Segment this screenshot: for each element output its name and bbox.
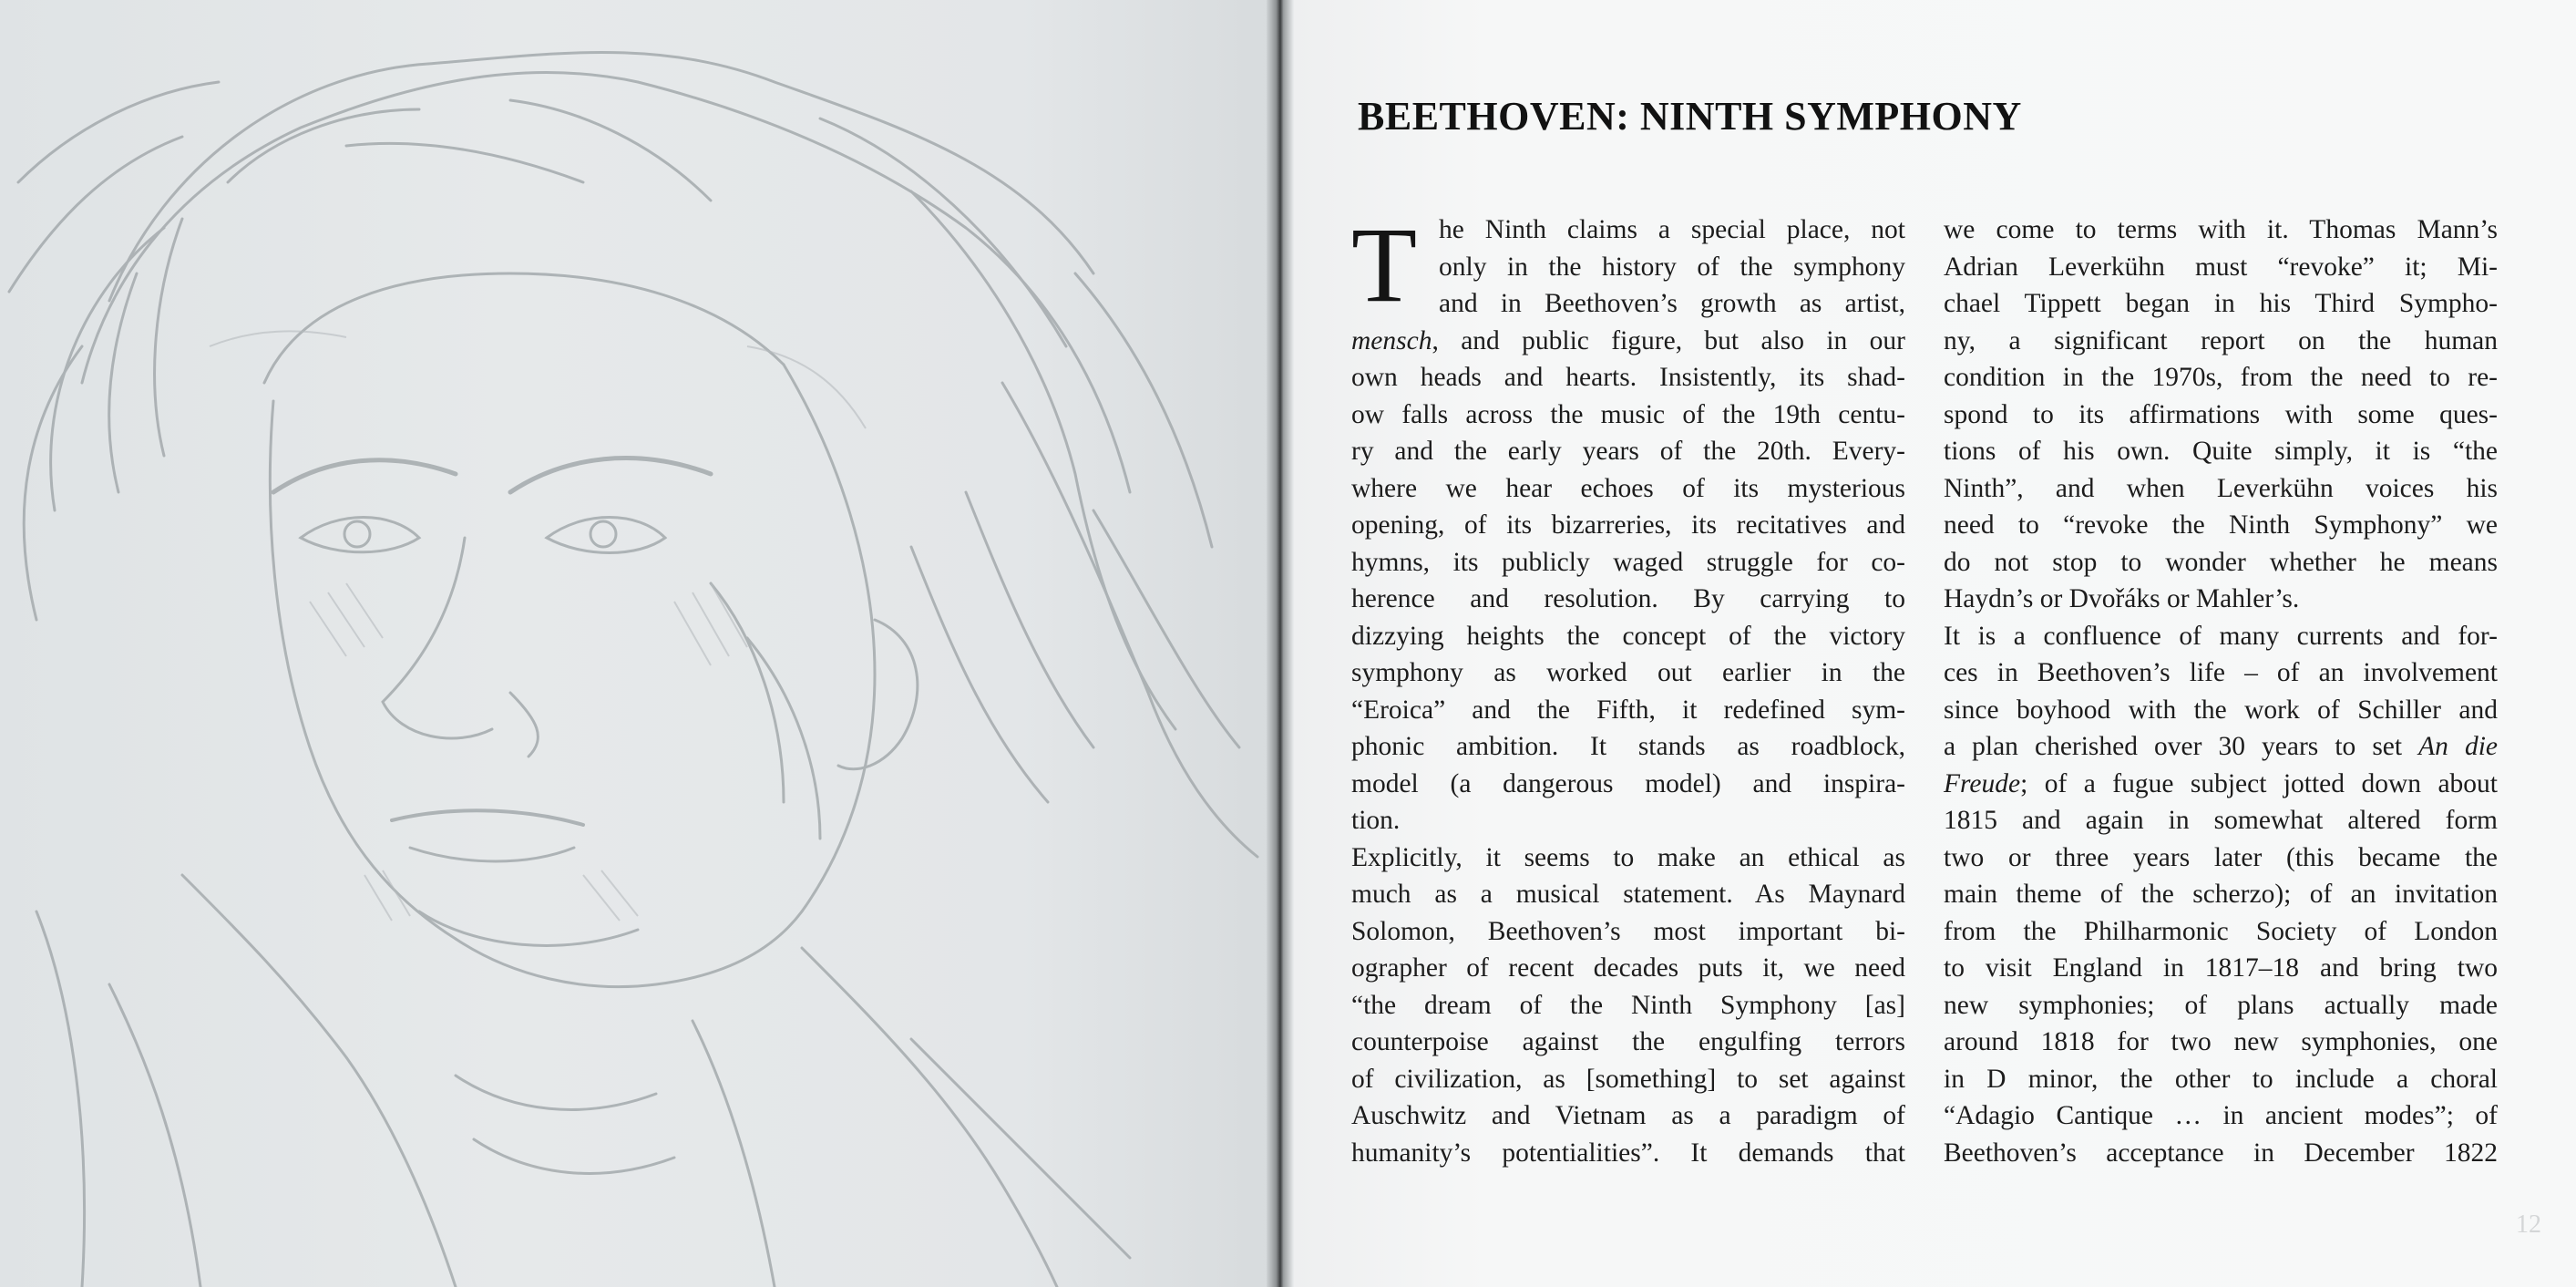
text-line: “the dream of the Ninth Symphony [as] (1351, 990, 1905, 1020)
text-line: ographer of recent decades puts it, we need (1351, 953, 1905, 983)
text-line: main theme of the scherzo); of an invitation (1944, 880, 2498, 909)
text-line: spond to its affirmations with some ques- (1944, 399, 2498, 429)
text-line: tion. (1351, 806, 1401, 835)
text-line: around 1818 for two new symphonies, one (1944, 1027, 2498, 1056)
text-line: It is a confluence of many currents and for- (1944, 621, 2498, 651)
text-line: model (a dangerous model) and inspira- (1351, 768, 1905, 798)
text-line: ry and the early years of the 20th. Every- (1351, 437, 1905, 466)
text-line: only in the history of the symphony (1439, 252, 1905, 282)
portrait-sketch (0, 0, 1274, 1287)
text-line: condition in the 1970s, from the need to re- (1944, 363, 2498, 392)
text-line: counterpoise against the engulfing terrors (1351, 1027, 1905, 1056)
text-line: “Eroica” and the Fifth, it redefined sym- (1351, 695, 1905, 725)
text-line: ny, a significant report on the human (1944, 325, 2498, 355)
text-line: we come to terms with it. Thomas Mann’s (1944, 215, 2498, 244)
text-line: Adrian Leverkühn must “revoke” it; Mi- (1944, 252, 2498, 282)
booklet-spine (1267, 0, 1294, 1287)
text-column-left (1351, 205, 1905, 1171)
text-line: in D minor, the other to include a choral (1944, 1064, 2498, 1094)
text-line: hymns, its publicly waged struggle for co- (1351, 547, 1905, 577)
text-line: Freude; of a fugue subject jotted down about (1944, 768, 2498, 798)
text-line: dizzying heights the concept of the victory (1351, 621, 1905, 651)
text-line: Beethoven’s acceptance in December 1822 (1944, 1138, 2498, 1168)
text-line: much as a musical statement. As Maynard (1351, 880, 1905, 909)
text-line: Auschwitz and Vietnam as a paradigm of (1351, 1101, 1905, 1130)
text-line: mensch, and public figure, but also in our (1351, 325, 1905, 355)
text-line: a plan cherished over 30 years to set An die (1944, 732, 2498, 761)
text-page (1294, 0, 2576, 1287)
text-line: do not stop to wonder whether he means (1944, 547, 2498, 577)
text-line: since boyhood with the work of Schiller and (1944, 695, 2498, 725)
drop-cap: T (1351, 205, 1418, 324)
text-line: from the Philharmonic Society of London (1944, 916, 2498, 946)
page-number: 12 (2516, 1210, 2541, 1239)
text-line: opening, of its bizarreries, its recitatives and (1351, 510, 1905, 540)
text-line: tions of his own. Quite simply, it is “the (1944, 437, 2498, 466)
text-line: Haydn’s or Dvořáks or Mahler’s. (1944, 584, 2300, 613)
text-line: of civilization, as [something] to set against (1351, 1064, 1905, 1094)
text-line: herence and resolution. By carrying to (1351, 584, 1905, 613)
text-line: own heads and hearts. Insistently, its shad- (1351, 363, 1905, 392)
text-line: symphony as worked out earlier in the (1351, 658, 1905, 687)
text-line: Ninth”, and when Leverkühn voices his (1944, 473, 2498, 503)
text-line: and in Beethoven’s growth as artist, (1439, 289, 1905, 318)
page-title: BEETHOVEN: NINTH SYMPHONY (1358, 94, 2022, 139)
text-line: need to “revoke the Ninth Symphony” we (1944, 510, 2498, 540)
text-line: new symphonies; of plans actually made (1944, 990, 2498, 1020)
text-line: ow falls across the music of the 19th centu- (1351, 399, 1905, 429)
text-line: humanity’s potentialities”. It demands that (1351, 1138, 1905, 1168)
text-line: ces in Beethoven’s life – of an involvement (1944, 658, 2498, 687)
text-line: he Ninth claims a special place, not (1439, 215, 1905, 244)
text-line: Explicitly, it seems to make an ethical as (1351, 842, 1905, 872)
text-line: “Adagio Cantique … in ancient modes”; of (1944, 1101, 2498, 1130)
portrait-page (0, 0, 1274, 1287)
text-line: chael Tippett began in his Third Sympho- (1944, 289, 2498, 318)
text-column-right (1944, 211, 2498, 1171)
text-line: Solomon, Beethoven’s most important bi- (1351, 916, 1905, 946)
text-line: to visit England in 1817–18 and bring two (1944, 953, 2498, 983)
text-line: where we hear echoes of its mysterious (1351, 473, 1905, 503)
text-line: two or three years later (this became the (1944, 842, 2498, 872)
text-line: 1815 and again in somewhat altered form (1944, 806, 2498, 835)
text-line: phonic ambition. It stands as roadblock, (1351, 732, 1905, 761)
